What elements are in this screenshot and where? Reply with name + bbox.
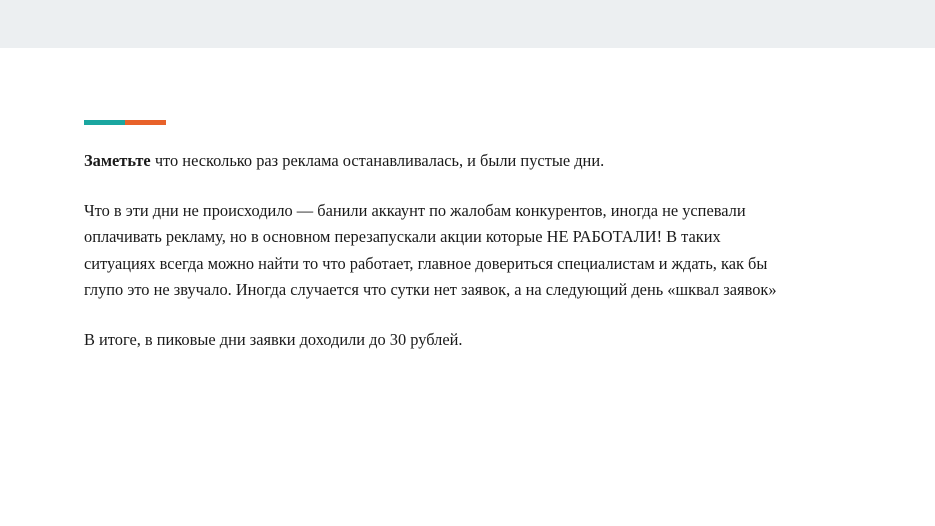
paragraph-2 xyxy=(84,198,784,304)
paragraph-1-text: что несколько раз реклама останавливалась, и были пустые дни. xyxy=(150,151,605,170)
accent-rule-teal-segment xyxy=(84,120,125,125)
body-text-block xyxy=(84,148,784,353)
paragraph-3-text: В итоге, в пиковые дни заявки доходили до 30 рублей. xyxy=(84,329,463,349)
paragraph-1-lead: Заметьте xyxy=(84,151,151,170)
paragraph-1 xyxy=(84,148,784,175)
header-band xyxy=(0,0,935,48)
accent-rule xyxy=(84,120,166,125)
paragraph-2-text: Что в эти дни не происходило — банили аккаунт по жалобам конкурентов, иногда не успевали оплачивать рекламу, но в основном перезапускали акции которые НЕ РАБОТАЛИ! В таких ситуациях всегда можно найти то что работает, главное довериться специалистам и ждать, как бы глупо это не звучало. Иногда случается что сутки нет заявок, а на следующий день «шквал заявок» xyxy=(84,200,777,300)
accent-rule-orange-segment xyxy=(125,120,166,125)
paragraph-3 xyxy=(84,327,784,354)
